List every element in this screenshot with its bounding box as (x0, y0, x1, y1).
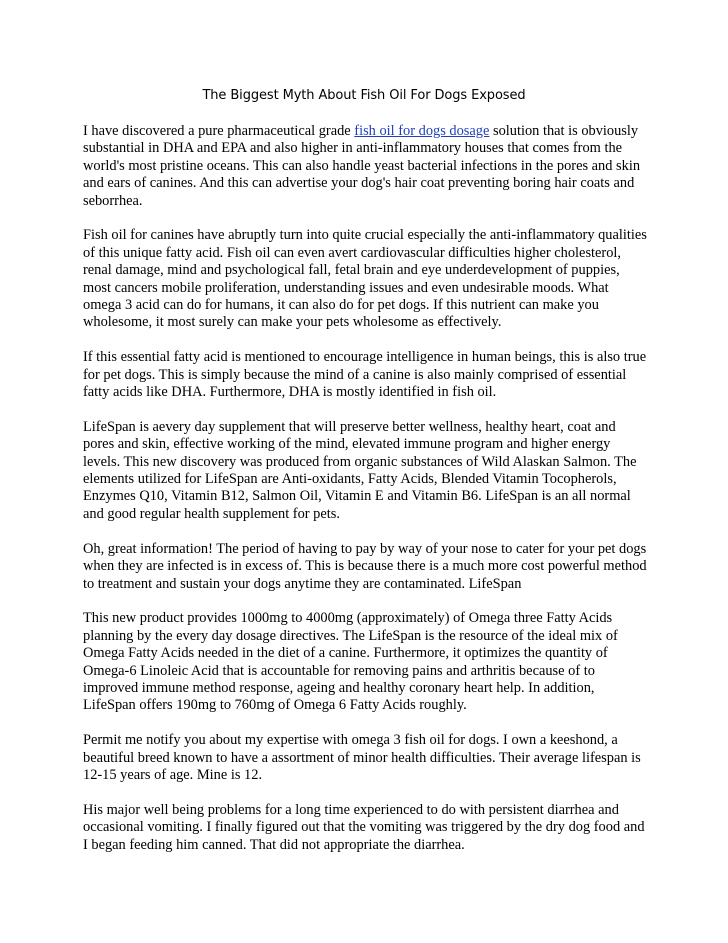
paragraph-3: If this essential fatty acid is mentioned to encourage intelligence in human beings, this is also true for pet dogs. This is simply because the mind of a canine is also mainly comprised of essential fatty acids like DHA. Furthermore, DHA is mostly identified in fish oil. (83, 349, 647, 401)
paragraph-1-after-link: solution that is obviously substantial in DHA and EPA and also higher in anti-inflammatory houses that comes from the world's most pristine oceans. This can also handle yeast bacterial infections in the pores and skin and ears of canines. And this can advertise your dog's hair coat preventing boring hair coats and seborrhea. (83, 123, 641, 209)
paragraph-1-before-link: I have discovered a pure pharmaceutical grade (83, 123, 355, 139)
paragraph-1 (83, 123, 649, 210)
paragraph-2: Fish oil for canines have abruptly turn into quite crucial especially the anti-inflammatory qualities of this unique fatty acid. Fish oil can even avert cardiovascular difficulties higher cholesterol, renal damage, mind and psychological fall, fetal brain and eye underdevelopment of puppies, most cancers mobile proliferation, understanding issues and even undesirable moods. What omega 3 acid can do for humans, it can also do for pet dogs. If this nutrient can make you wholesome, it most surely can make your pets wholesome as effectively. (83, 227, 647, 331)
paragraph-7: Permit me notify you about my expertise with omega 3 fish oil for dogs. I own a keeshond, a beautiful breed known to have a assortment of minor health difficulties. Their average lifespan is 12-15 years of age. Mine is 12. (83, 732, 641, 783)
paragraph-8: His major well being problems for a long time experienced to do with persistent diarrhea and occasional vomiting. I finally figured out that the vomiting was triggered by the dry dog food and I began feeding him canned. That did not appropriate the diarrhea. (83, 801, 645, 853)
page-title: The Biggest Myth About Fish Oil For Dogs Exposed (202, 88, 526, 103)
fish-oil-dosage-link[interactable]: fish oil for dogs dosage (354, 123, 490, 139)
article-body (83, 123, 649, 871)
paragraph-6: This new product provides 1000mg to 4000mg (approximately) of Omega three Fatty Acids planning by the every day dosage directives. The LifeSpan is the resource of the ideal mix of Omega Fatty Acids needed in the diet of a canine. Furthermore, it optimizes the quantity of Omega-6 Linoleic Acid that is accountable for removing pains and arthritis because of to improved immune method response, ageing and healthy coronary heart help. In addition, LifeSpan offers 190mg to 760mg of Omega 6 Fatty Acids roughly. (83, 610, 618, 714)
paragraph-4: LifeSpan is aevery day supplement that will preserve better wellness, healthy heart, coat and pores and skin, effective working of the mind, elevated immune program and higher energy levels. This new discovery was produced from organic substances of Wild Alaskan Salmon. The elements utilized for LifeSpan are Anti-oxidants, Fatty Acids, Blended Vitamin Tocopherols, Enzymes Q10, Vitamin B12, Salmon Oil, Vitamin E and Vitamin B6. LifeSpan is an all normal and good regular health supplement for pets. (83, 418, 637, 522)
paragraph-5: Oh, great information! The period of having to pay by way of your nose to cater for your pet dogs when they are infected is in excess of. This is because there is a much more cost powerful method to treatment and sustain your dogs anytime they are contaminated. LifeSpan (83, 540, 647, 592)
